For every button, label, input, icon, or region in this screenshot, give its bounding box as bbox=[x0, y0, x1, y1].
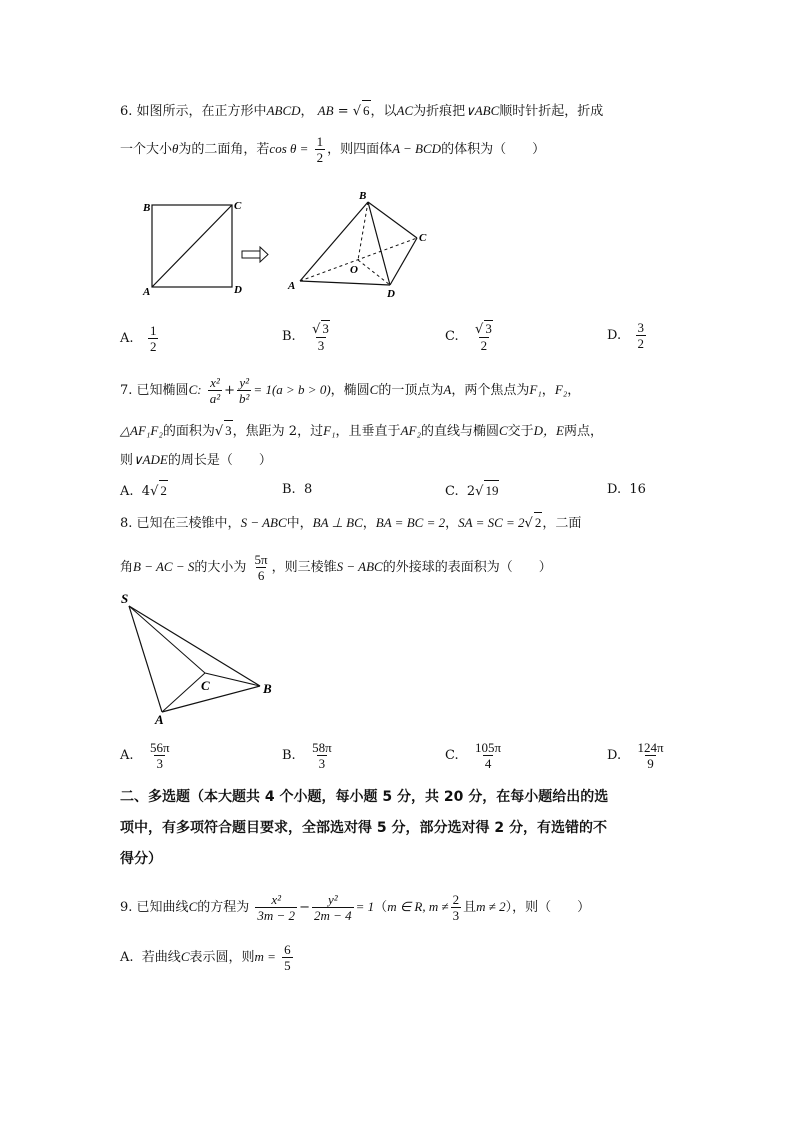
q6-option-a[interactable]: A. $\frac{1}{2}$ bbox=[120, 323, 157, 354]
q9-line1: 9. 已知曲线C的方程为 $\frac{\text{x²}}{3m - 2}$ − $\frac{\text{y²}}{2m - 4}$ = 1（m ∈ R, m ≠ $\frac{2}{3}$ 且m ≠ 2），则（ ） bbox=[120, 892, 591, 923]
fold-arrow-icon bbox=[242, 247, 268, 262]
label-a-left: A bbox=[143, 286, 151, 298]
label-b: B bbox=[263, 681, 272, 696]
label-b-left: B bbox=[143, 202, 151, 214]
q7-line2: △AF₁F₂的面积为√ 3，焦距为 2，过F₁，且垂直于AF₂的直线与椭圆C交于D，E两点， bbox=[120, 420, 603, 442]
q9-option-a[interactable]: A. 若曲线C表示圆，则m = $\frac{6}{5}$ bbox=[120, 942, 291, 973]
q7-option-b[interactable]: B. 8 bbox=[282, 482, 313, 497]
q6-line2: 一个大小θ为的二面角，若cos θ = $\frac{1}{2}$ ，则四面体A − BCD的体积为（ ） bbox=[120, 134, 546, 165]
q7-option-d[interactable]: D. 16 bbox=[607, 482, 646, 497]
q7-option-c[interactable]: C. 2√ 19 bbox=[445, 480, 499, 502]
q6-half-fraction: $\frac{1}{2}$ bbox=[316, 134, 324, 165]
label-o-right: O bbox=[350, 264, 358, 276]
q6-figure bbox=[135, 185, 445, 300]
label-c: C bbox=[201, 678, 210, 693]
label-a: A bbox=[155, 712, 164, 727]
q7-line3: 则∨ADE的周长是（ ） bbox=[120, 452, 272, 468]
diagonal-ac bbox=[152, 205, 232, 287]
label-s: S bbox=[121, 591, 129, 606]
section-heading-line1: 二、多选题（本大题共 4 个小题，每小题 5 分，共 20 分，在每小题给出的选 bbox=[120, 789, 609, 805]
q8-line2: 角B − AC − S的大小为 $\frac{5\pi}{6}$ ，则三棱锥S − ABC的外接球的表面积为（ ） bbox=[120, 552, 552, 583]
q6-option-c[interactable]: C. $\frac{√ 3}{2}$ bbox=[445, 321, 492, 353]
section-heading-line3: 得分） bbox=[120, 851, 162, 867]
q6-number: 6. bbox=[120, 104, 133, 119]
label-c-left: C bbox=[234, 200, 242, 212]
q6-option-b[interactable]: B. $\frac{√ 3}{3}$ bbox=[282, 321, 329, 353]
q7-option-a[interactable]: A. 4√ 2 bbox=[120, 480, 168, 502]
q6-line1: 6. 如图所示，在正方形中ABCD， AB = √ 6，以AC为折痕把∨ABC顺时针折起，折成 bbox=[120, 100, 603, 122]
q7-line1: 7. 已知椭圆C: $\frac{\text{x²}}{\text{a²}}$ + $\frac{\text{y²}}{\text{b²}}$ = 1(a > b > 0)，椭圆C的一顶点为A，两个焦点为F₁，F₂， bbox=[120, 375, 581, 406]
q8-option-a[interactable]: A. $\frac{56\pi}{3}$ bbox=[120, 740, 170, 771]
label-d-left: D bbox=[234, 284, 242, 296]
label-a-right: A bbox=[288, 280, 296, 292]
q8-option-d[interactable]: D. $\frac{124\pi}{9}$ bbox=[607, 740, 664, 771]
q8-figure bbox=[115, 590, 285, 730]
q6-option-d[interactable]: D. $\frac{3}{2}$ bbox=[607, 320, 644, 351]
section-heading-line2: 项中，有多项符合题目要求，全部选对得 5 分，部分选对得 2 分，有选错的不 bbox=[120, 820, 607, 836]
label-d-right: D bbox=[387, 288, 395, 300]
q8-option-c[interactable]: C. $\frac{105\pi}{4}$ bbox=[445, 740, 502, 771]
q8-line1: 8. 已知在三棱锥中，S − ABC中，BA ⊥ BC，BA = BC = 2，SA = SC = 2√ 2，二面 bbox=[120, 512, 581, 534]
q8-option-b[interactable]: B. $\frac{58\pi}{3}$ bbox=[282, 740, 332, 771]
label-b-right: B bbox=[359, 190, 367, 202]
label-c-right: C bbox=[419, 232, 427, 244]
